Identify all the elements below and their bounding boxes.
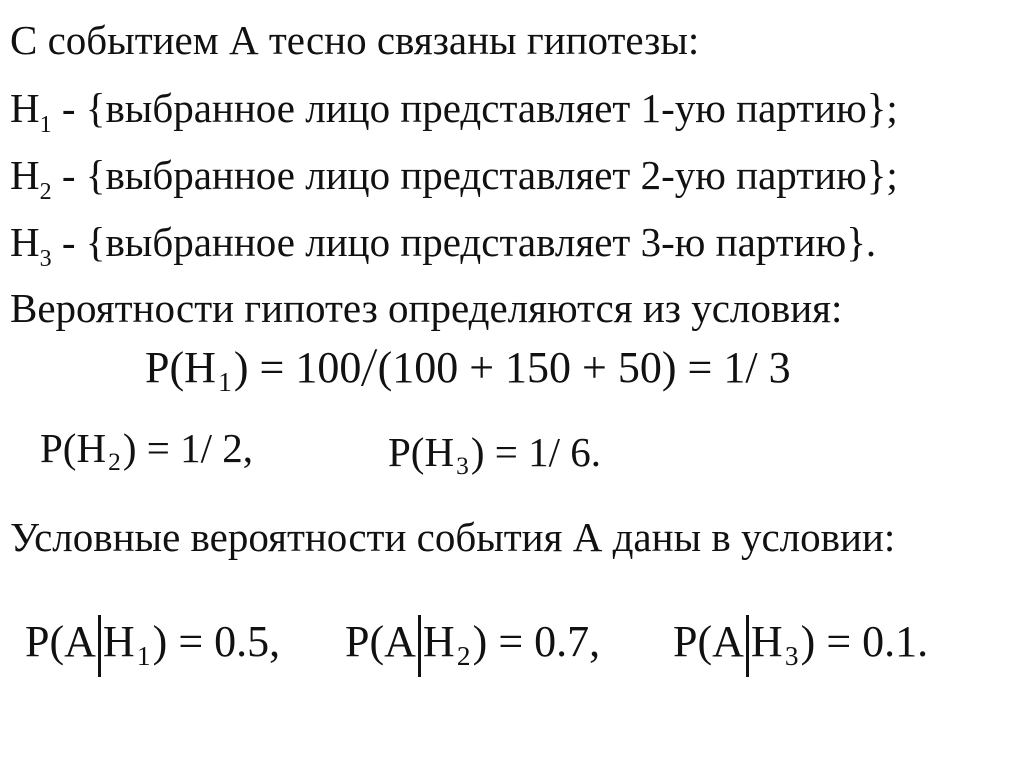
formula-p-h2 (40, 425, 254, 477)
formula-rhs: (100 + 150 + 50) = 1/ 3 (377, 343, 791, 392)
cond-suffix: ) = 0.7, (472, 617, 601, 667)
cond-prefix: P(A (673, 617, 744, 667)
formula-suffix: ) = 1/ 2, (122, 425, 254, 471)
probabilities-heading: Вероятности гипотез определяются из условия: (10, 285, 843, 331)
cond-h: H (422, 617, 455, 667)
cond-prefix: P(A (25, 617, 96, 667)
given-bar (746, 615, 749, 677)
hypothesis-1 (10, 85, 898, 138)
formula-p-h3 (388, 429, 602, 481)
cond-h: H (102, 617, 135, 667)
hypothesis-text: - {выбранное лицо представляет 1-ую партию}; (51, 85, 898, 131)
conditional-heading: Условные вероятности события А даны в условии: (10, 514, 896, 560)
given-bar (98, 615, 101, 677)
cond-index: 1 (136, 640, 151, 671)
given-bar (418, 615, 421, 677)
conditional-formula-2 (345, 615, 600, 677)
cond-prefix: P(A (345, 617, 416, 667)
cond-suffix: ) = 0.1. (800, 617, 929, 667)
hypothesis-text: - {выбранное лицо представляет 2-ую партию}; (51, 152, 898, 198)
formula-index: 1 (218, 366, 232, 397)
cond-index: 3 (784, 640, 799, 671)
formula-lhs-suffix: ) = 100 (233, 343, 362, 392)
hypothesis-letter: H (10, 85, 40, 131)
conditional-formula-1 (25, 615, 280, 677)
cond-index: 2 (456, 640, 471, 671)
hypothesis-letter: H (10, 152, 40, 198)
formula-index: 2 (108, 448, 121, 477)
formula-prefix: P(H (388, 429, 455, 475)
hypothesis-index: 2 (39, 179, 52, 205)
cond-suffix: ) = 0.5, (152, 617, 281, 667)
intro-text: С событием А тесно связаны гипотезы: (10, 17, 700, 63)
formula-index: 3 (456, 452, 469, 481)
formula-suffix: ) = 1/ 6. (470, 429, 602, 475)
hypothesis-2 (10, 152, 898, 205)
formula-p-h1 (145, 336, 791, 398)
hypothesis-text: - {выбранное лицо представляет 3-ю партию}. (51, 219, 877, 265)
formula-prefix: P(H (40, 425, 107, 471)
conditional-formula-3 (673, 615, 928, 677)
hypothesis-letter: H (10, 219, 40, 265)
hypothesis-index: 3 (39, 246, 52, 272)
hypothesis-3 (10, 219, 877, 272)
formula-lhs-prefix: P(H (145, 343, 216, 392)
cond-h: H (750, 617, 783, 667)
hypothesis-index: 1 (39, 112, 52, 138)
formula-slash: / (359, 336, 380, 398)
